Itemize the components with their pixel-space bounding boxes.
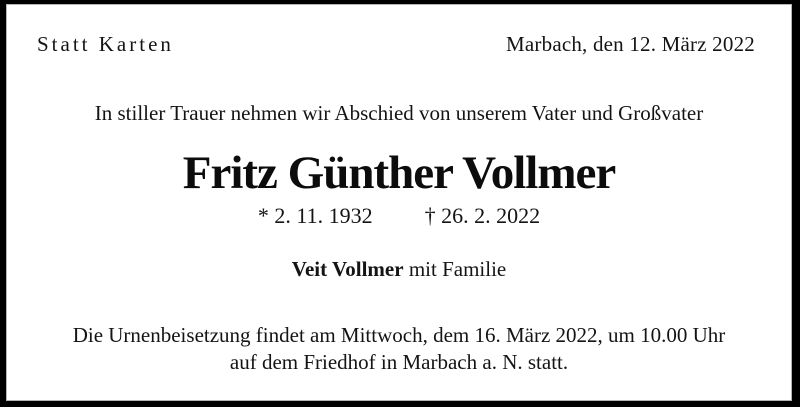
funeral-info-line1: Die Urnenbeisetzung findet am Mittwoch, dem 16. März 2022, um 10.00 Uhr bbox=[72, 323, 726, 347]
life-dates-row bbox=[7, 203, 791, 229]
obituary-notice-card bbox=[6, 4, 792, 401]
mourner-suffix: mit Familie bbox=[408, 257, 507, 281]
death-date: † 26. 2. 2022 bbox=[424, 203, 541, 228]
mourner-name: Veit Vollmer bbox=[291, 257, 404, 281]
funeral-info bbox=[7, 322, 791, 376]
birth-date: * 2. 11. 1932 bbox=[257, 203, 373, 228]
mourners-line bbox=[7, 257, 791, 282]
notice-header bbox=[37, 32, 755, 57]
deceased-name: Fritz Günther Vollmer bbox=[182, 147, 616, 199]
statt-karten-note: Statt Karten bbox=[37, 32, 174, 56]
mourning-intro-line: In stiller Trauer nehmen wir Abschied von unserem Vater und Großvater bbox=[94, 101, 704, 125]
funeral-info-line2: auf dem Friedhof in Marbach a. N. statt. bbox=[229, 350, 569, 374]
place-and-date: Marbach, den 12. März 2022 bbox=[506, 32, 755, 56]
